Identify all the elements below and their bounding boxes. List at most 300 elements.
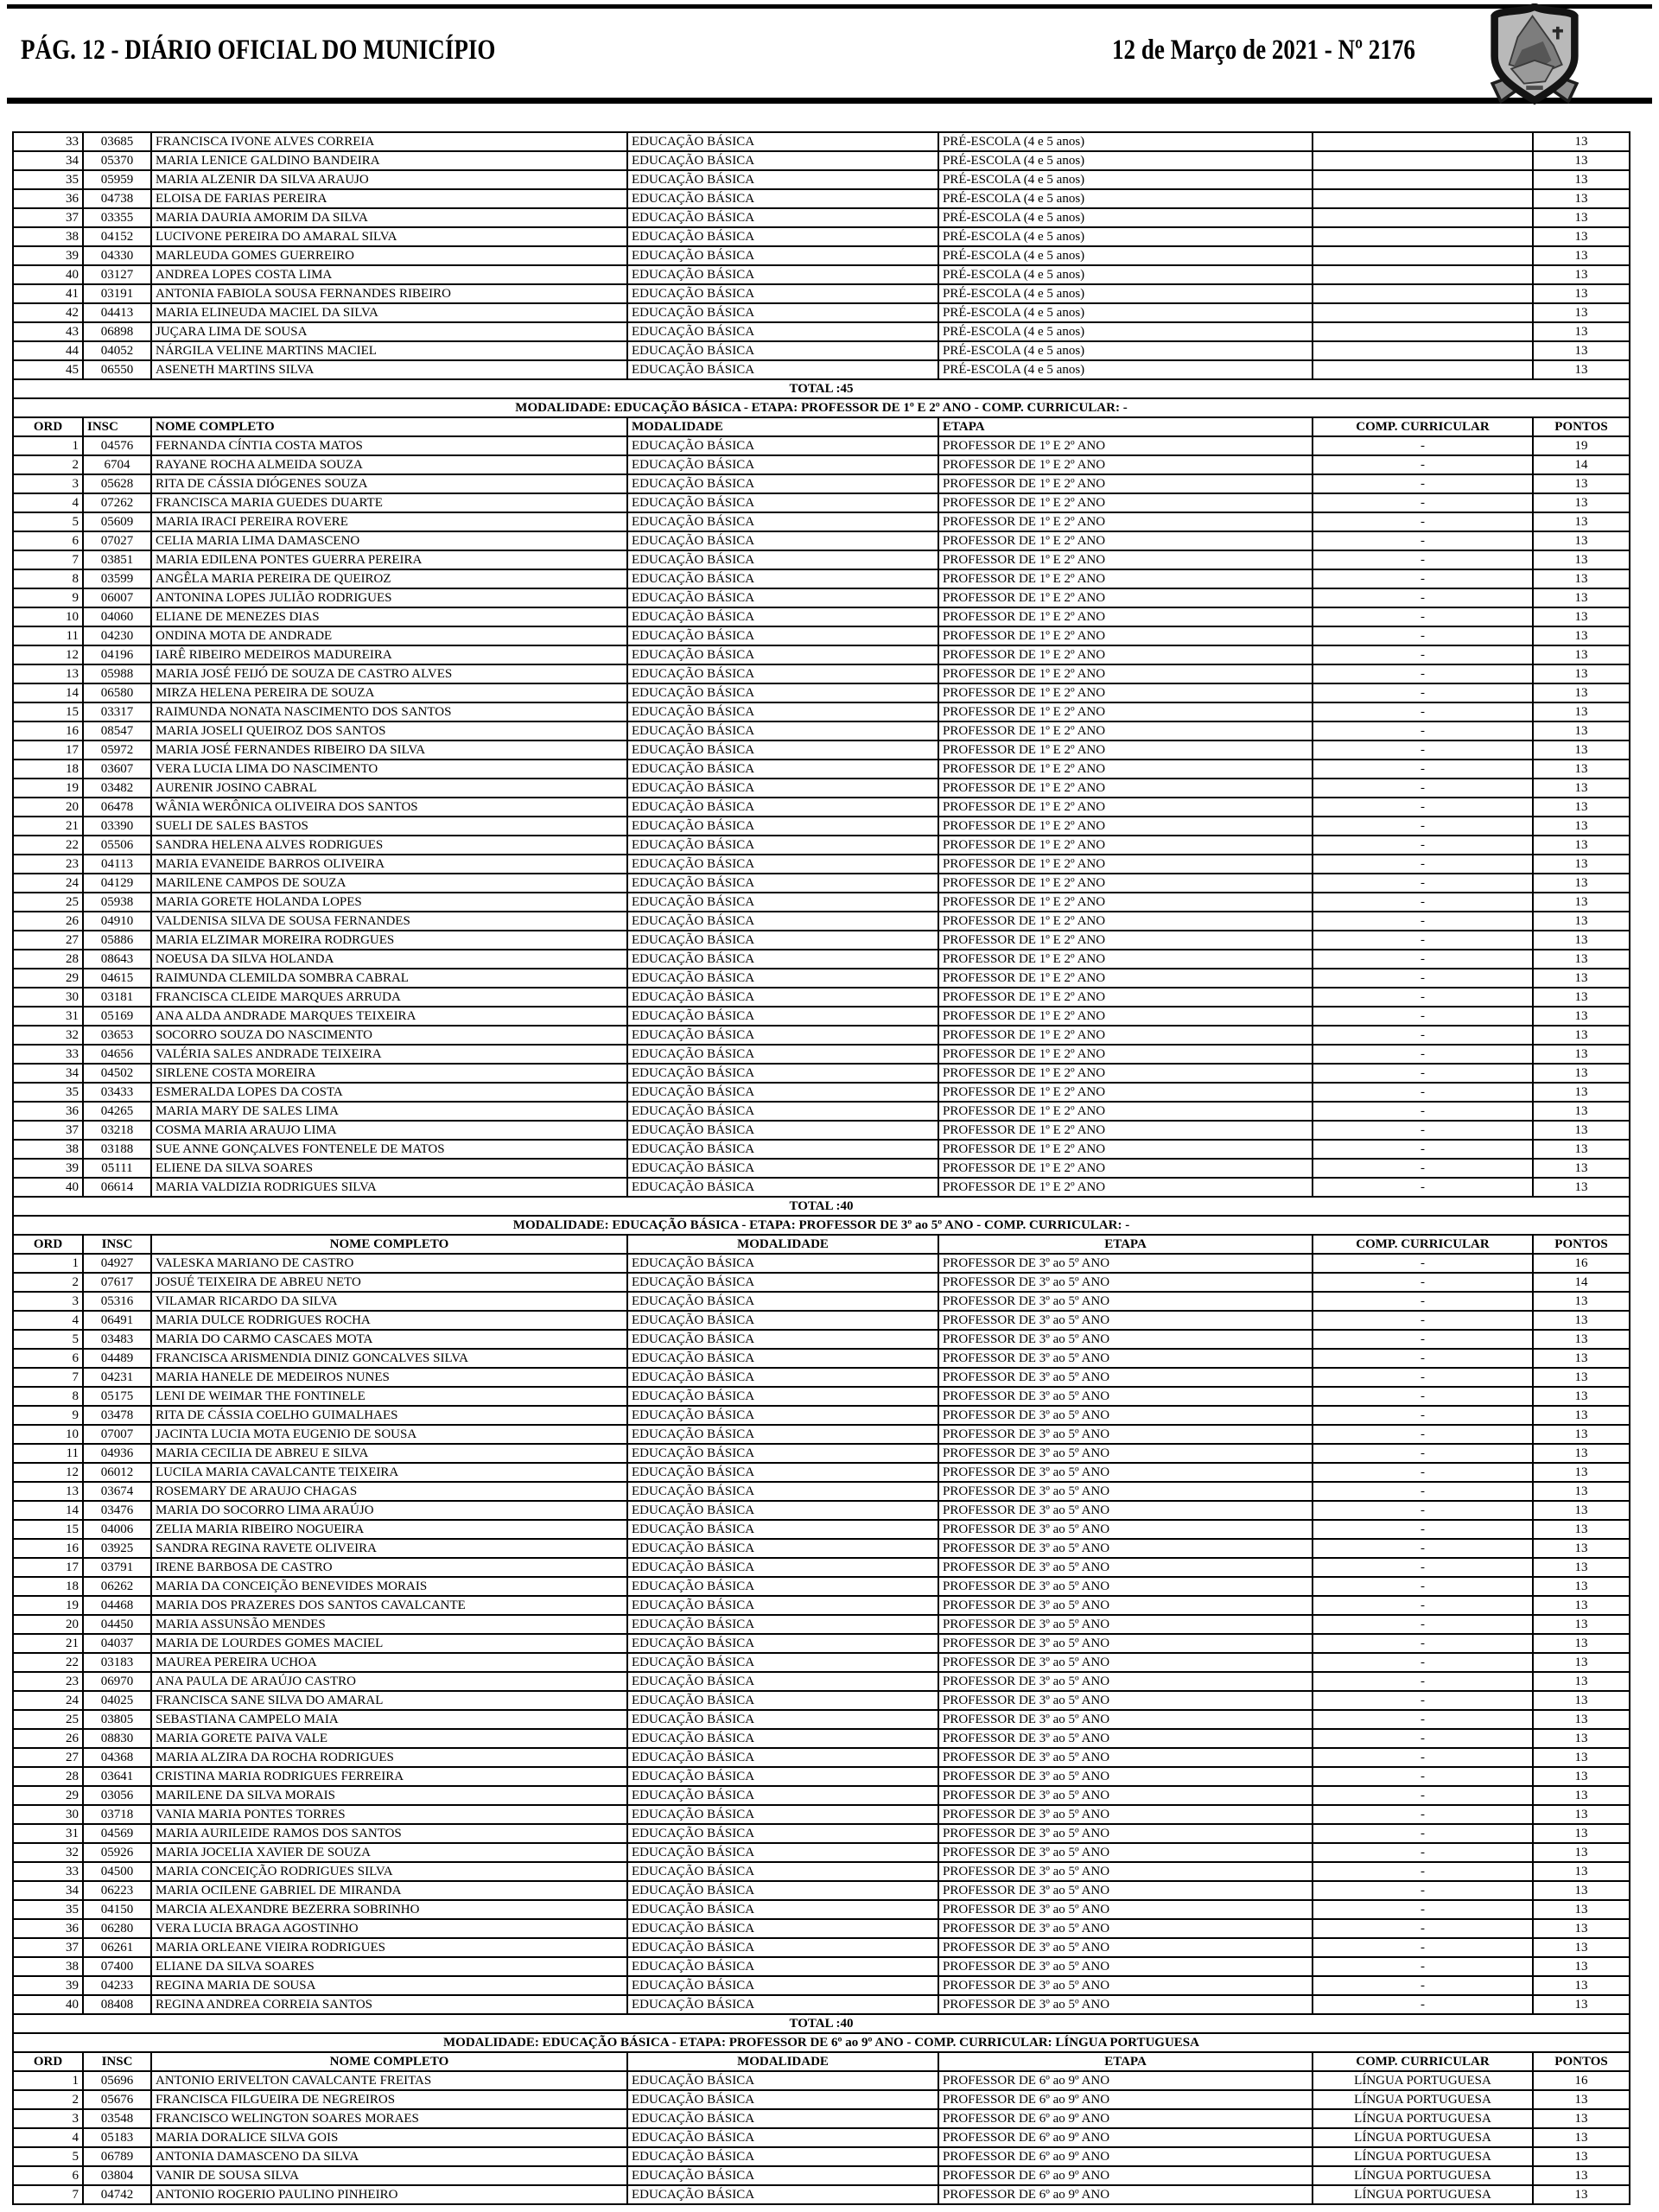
- modalidade-cell: EDUCAÇÃO BÁSICA: [627, 1311, 938, 1330]
- comp-curricular-cell: -: [1313, 1748, 1533, 1767]
- pontos-cell: 13: [1533, 1444, 1630, 1463]
- insc-cell: 03127: [83, 265, 151, 284]
- name-cell: MARLEUDA GOMES GUERREIRO: [151, 246, 627, 265]
- ord-cell: 18: [13, 760, 83, 779]
- name-cell: SUE ANNE GONÇALVES FONTENELE DE MATOS: [151, 1140, 627, 1159]
- modalidade-cell: EDUCAÇÃO BÁSICA: [627, 1653, 938, 1672]
- table-row: [13, 2147, 1630, 2166]
- column-header-modalidade: MODALIDADE: [627, 2052, 938, 2071]
- ord-cell: 21: [13, 817, 83, 836]
- comp-curricular-cell: -: [1313, 550, 1533, 569]
- etapa-cell: PROFESSOR DE 1º E 2º ANO: [938, 607, 1313, 626]
- comp-curricular-cell: -: [1313, 1140, 1533, 1159]
- name-cell: MARILENE DA SILVA MORAIS: [151, 1786, 627, 1805]
- pontos-cell: 13: [1533, 1368, 1630, 1387]
- name-cell: ANTONIA DAMASCENO DA SILVA: [151, 2147, 627, 2166]
- modalidade-cell: EDUCAÇÃO BÁSICA: [627, 1558, 938, 1577]
- pontos-cell: 13: [1533, 1843, 1630, 1862]
- section-total: TOTAL :40: [13, 2014, 1630, 2033]
- name-cell: IRENE BARBOSA DE CASTRO: [151, 1558, 627, 1577]
- table-row: [13, 1577, 1630, 1596]
- comp-curricular-cell: -: [1313, 436, 1533, 455]
- etapa-cell: PRÉ-ESCOLA (4 e 5 anos): [938, 303, 1313, 322]
- modalidade-cell: EDUCAÇÃO BÁSICA: [627, 817, 938, 836]
- ord-cell: 6: [13, 2166, 83, 2185]
- ord-cell: 27: [13, 1748, 83, 1767]
- comp-curricular-cell: -: [1313, 607, 1533, 626]
- insc-cell: 04052: [83, 341, 151, 360]
- section-title-row: [13, 398, 1630, 417]
- ord-cell: 9: [13, 1406, 83, 1425]
- name-cell: MARIA DOS PRAZERES DOS SANTOS CAVALCANTE: [151, 1596, 627, 1615]
- etapa-cell: PROFESSOR DE 1º E 2º ANO: [938, 817, 1313, 836]
- table-row: [13, 664, 1630, 683]
- comp-curricular-cell: LÍNGUA PORTUGUESA: [1313, 2147, 1533, 2166]
- etapa-cell: PRÉ-ESCOLA (4 e 5 anos): [938, 227, 1313, 246]
- name-cell: MARIA OCILENE GABRIEL DE MIRANDA: [151, 1881, 627, 1900]
- pontos-cell: 13: [1533, 588, 1630, 607]
- table-row: [13, 1805, 1630, 1824]
- pontos-cell: 13: [1533, 1995, 1630, 2014]
- etapa-cell: PROFESSOR DE 1º E 2º ANO: [938, 1007, 1313, 1026]
- modalidade-cell: EDUCAÇÃO BÁSICA: [627, 721, 938, 741]
- name-cell: COSMA MARIA ARAUJO LIMA: [151, 1121, 627, 1140]
- modalidade-cell: EDUCAÇÃO BÁSICA: [627, 1691, 938, 1710]
- insc-cell: 04025: [83, 1691, 151, 1710]
- name-cell: IARÊ RIBEIRO MEDEIROS MADUREIRA: [151, 645, 627, 664]
- modalidade-cell: EDUCAÇÃO BÁSICA: [627, 322, 938, 341]
- ord-cell: 30: [13, 1805, 83, 1824]
- column-header-ord: ORD: [13, 2052, 83, 2071]
- insc-cell: 04489: [83, 1349, 151, 1368]
- modalidade-cell: EDUCAÇÃO BÁSICA: [627, 1919, 938, 1938]
- pontos-cell: 13: [1533, 912, 1630, 931]
- name-cell: MARIA LENICE GALDINO BANDEIRA: [151, 151, 627, 170]
- insc-cell: 05111: [83, 1159, 151, 1178]
- etapa-cell: PROFESSOR DE 1º E 2º ANO: [938, 855, 1313, 874]
- pontos-cell: 13: [1533, 1330, 1630, 1349]
- etapa-cell: PROFESSOR DE 1º E 2º ANO: [938, 779, 1313, 798]
- table-row: [13, 1368, 1630, 1387]
- table-row: [13, 284, 1630, 303]
- ord-cell: 38: [13, 227, 83, 246]
- etapa-cell: PROFESSOR DE 3º ao 5º ANO: [938, 1558, 1313, 1577]
- modalidade-cell: EDUCAÇÃO BÁSICA: [627, 1672, 938, 1691]
- insc-cell: 04230: [83, 626, 151, 645]
- table-row: [13, 741, 1630, 760]
- ord-cell: 35: [13, 1900, 83, 1919]
- comp-curricular-cell: [1313, 132, 1533, 151]
- pontos-cell: 13: [1533, 1292, 1630, 1311]
- name-cell: ANTONINA LOPES JULIÃO RODRIGUES: [151, 588, 627, 607]
- name-cell: NOEUSA DA SILVA HOLANDA: [151, 950, 627, 969]
- modalidade-cell: EDUCAÇÃO BÁSICA: [627, 1406, 938, 1425]
- etapa-cell: PROFESSOR DE 3º ao 5º ANO: [938, 1900, 1313, 1919]
- pontos-cell: 13: [1533, 1064, 1630, 1083]
- name-cell: MIRZA HELENA PEREIRA DE SOUZA: [151, 683, 627, 702]
- insc-cell: 05316: [83, 1292, 151, 1311]
- pontos-cell: 13: [1533, 1615, 1630, 1634]
- ord-cell: 24: [13, 874, 83, 893]
- etapa-cell: PROFESSOR DE 1º E 2º ANO: [938, 550, 1313, 569]
- issue-date-text: 12 de Março de 2021 - Nº 2176: [1112, 35, 1415, 66]
- ord-cell: 37: [13, 1121, 83, 1140]
- insc-cell: 04742: [83, 2185, 151, 2204]
- comp-curricular-cell: LÍNGUA PORTUGUESA: [1313, 2166, 1533, 2185]
- ord-cell: 32: [13, 1843, 83, 1862]
- modalidade-cell: EDUCAÇÃO BÁSICA: [627, 151, 938, 170]
- name-cell: MARIA CECILIA DE ABREU E SILVA: [151, 1444, 627, 1463]
- table-row: [13, 1007, 1630, 1026]
- insc-cell: 04060: [83, 607, 151, 626]
- comp-curricular-cell: -: [1313, 1463, 1533, 1482]
- insc-cell: 05609: [83, 512, 151, 531]
- modalidade-cell: EDUCAÇÃO BÁSICA: [627, 1273, 938, 1292]
- table-row: [13, 1292, 1630, 1311]
- pontos-cell: 13: [1533, 246, 1630, 265]
- pontos-cell: 13: [1533, 1805, 1630, 1824]
- comp-curricular-cell: -: [1313, 912, 1533, 931]
- insc-cell: 04129: [83, 874, 151, 893]
- pontos-cell: 13: [1533, 1083, 1630, 1102]
- name-cell: ANTONIO ROGERIO PAULINO PINHEIRO: [151, 2185, 627, 2204]
- modalidade-cell: EDUCAÇÃO BÁSICA: [627, 664, 938, 683]
- table-row: [13, 208, 1630, 227]
- table-row: [13, 817, 1630, 836]
- column-header-comp: COMP. CURRICULAR: [1313, 417, 1533, 436]
- modalidade-cell: EDUCAÇÃO BÁSICA: [627, 1368, 938, 1387]
- etapa-cell: PROFESSOR DE 1º E 2º ANO: [938, 1102, 1313, 1121]
- table-row: [13, 836, 1630, 855]
- pontos-cell: 14: [1533, 1273, 1630, 1292]
- etapa-cell: PROFESSOR DE 6º ao 9º ANO: [938, 2109, 1313, 2128]
- comp-curricular-cell: -: [1313, 531, 1533, 550]
- pontos-cell: 13: [1533, 1387, 1630, 1406]
- modalidade-cell: EDUCAÇÃO BÁSICA: [627, 1140, 938, 1159]
- pontos-cell: 13: [1533, 1577, 1630, 1596]
- insc-cell: 04927: [83, 1254, 151, 1273]
- table-row: [13, 1938, 1630, 1957]
- issue-date: [1046, 35, 1415, 67]
- comp-curricular-cell: -: [1313, 931, 1533, 950]
- ord-cell: 19: [13, 1596, 83, 1615]
- modalidade-cell: EDUCAÇÃO BÁSICA: [627, 208, 938, 227]
- pontos-cell: 13: [1533, 1425, 1630, 1444]
- etapa-cell: PROFESSOR DE 3º ao 5º ANO: [938, 1444, 1313, 1463]
- pontos-cell: 13: [1533, 493, 1630, 512]
- modalidade-cell: EDUCAÇÃO BÁSICA: [627, 760, 938, 779]
- table-row: [13, 2166, 1630, 2185]
- modalidade-cell: EDUCAÇÃO BÁSICA: [627, 246, 938, 265]
- name-cell: VANIR DE SOUSA SILVA: [151, 2166, 627, 2185]
- name-cell: ANTONIA FABIOLA SOUSA FERNANDES RIBEIRO: [151, 284, 627, 303]
- modalidade-cell: EDUCAÇÃO BÁSICA: [627, 493, 938, 512]
- table-row: [13, 2071, 1630, 2090]
- insc-cell: 06012: [83, 1463, 151, 1482]
- table-row: [13, 303, 1630, 322]
- table-row: [13, 132, 1630, 151]
- etapa-cell: PROFESSOR DE 1º E 2º ANO: [938, 512, 1313, 531]
- comp-curricular-cell: -: [1313, 836, 1533, 855]
- modalidade-cell: EDUCAÇÃO BÁSICA: [627, 1425, 938, 1444]
- modalidade-cell: EDUCAÇÃO BÁSICA: [627, 1805, 938, 1824]
- modalidade-cell: EDUCAÇÃO BÁSICA: [627, 1482, 938, 1501]
- pontos-cell: 13: [1533, 683, 1630, 702]
- modalidade-cell: EDUCAÇÃO BÁSICA: [627, 1064, 938, 1083]
- modalidade-cell: EDUCAÇÃO BÁSICA: [627, 1026, 938, 1045]
- column-header-nome: NOME COMPLETO: [151, 1235, 627, 1254]
- modalidade-cell: EDUCAÇÃO BÁSICA: [627, 360, 938, 379]
- ord-cell: 3: [13, 1292, 83, 1311]
- pontos-cell: 13: [1533, 950, 1630, 969]
- comp-curricular-cell: -: [1313, 1501, 1533, 1520]
- table-row: [13, 189, 1630, 208]
- name-cell: ONDINA MOTA DE ANDRADE: [151, 626, 627, 645]
- modalidade-cell: EDUCAÇÃO BÁSICA: [627, 626, 938, 645]
- insc-cell: 05506: [83, 836, 151, 855]
- comp-curricular-cell: -: [1313, 474, 1533, 493]
- insc-cell: 07027: [83, 531, 151, 550]
- ord-cell: 39: [13, 246, 83, 265]
- etapa-cell: PROFESSOR DE 3º ao 5º ANO: [938, 1710, 1313, 1729]
- etapa-cell: PROFESSOR DE 3º ao 5º ANO: [938, 1368, 1313, 1387]
- comp-curricular-cell: -: [1313, 1330, 1533, 1349]
- table-row: [13, 912, 1630, 931]
- modalidade-cell: EDUCAÇÃO BÁSICA: [627, 1729, 938, 1748]
- insc-cell: 06580: [83, 683, 151, 702]
- etapa-cell: PROFESSOR DE 3º ao 5º ANO: [938, 1634, 1313, 1653]
- insc-cell: 05175: [83, 1387, 151, 1406]
- table-row: [13, 2109, 1630, 2128]
- name-cell: MARIA DA CONCEIÇÃO BENEVIDES MORAIS: [151, 1577, 627, 1596]
- insc-cell: 05972: [83, 741, 151, 760]
- modalidade-cell: EDUCAÇÃO BÁSICA: [627, 1330, 938, 1349]
- name-cell: VALESKA MARIANO DE CASTRO: [151, 1254, 627, 1273]
- insc-cell: 03390: [83, 817, 151, 836]
- ord-cell: 11: [13, 1444, 83, 1463]
- comp-curricular-cell: -: [1313, 760, 1533, 779]
- table-row: [13, 341, 1630, 360]
- name-cell: JACINTA LUCIA MOTA EUGENIO DE SOUSA: [151, 1425, 627, 1444]
- comp-curricular-cell: -: [1313, 1178, 1533, 1197]
- ord-cell: 2: [13, 455, 83, 474]
- pontos-cell: 13: [1533, 1786, 1630, 1805]
- comp-curricular-cell: -: [1313, 1064, 1533, 1083]
- column-header-nome: NOME COMPLETO: [151, 417, 627, 436]
- section-title: MODALIDADE: EDUCAÇÃO BÁSICA - ETAPA: PROFESSOR DE 6º ao 9º ANO - COMP. CURRICULAR: LÍNGUA PORTUGUESA: [13, 2033, 1630, 2052]
- comp-curricular-cell: -: [1313, 1691, 1533, 1710]
- modalidade-cell: EDUCAÇÃO BÁSICA: [627, 1577, 938, 1596]
- modalidade-cell: EDUCAÇÃO BÁSICA: [627, 1881, 938, 1900]
- etapa-cell: PROFESSOR DE 1º E 2º ANO: [938, 1178, 1313, 1197]
- table-row: [13, 798, 1630, 817]
- insc-cell: 04368: [83, 1748, 151, 1767]
- ord-cell: 5: [13, 1330, 83, 1349]
- table-row: [13, 151, 1630, 170]
- comp-curricular-cell: -: [1313, 1976, 1533, 1995]
- comp-curricular-cell: [1313, 151, 1533, 170]
- table-row: [13, 988, 1630, 1007]
- table-row: [13, 1767, 1630, 1786]
- pontos-cell: 13: [1533, 721, 1630, 741]
- modalidade-cell: EDUCAÇÃO BÁSICA: [627, 2147, 938, 2166]
- header-top-rule: [7, 4, 1652, 9]
- etapa-cell: PROFESSOR DE 1º E 2º ANO: [938, 493, 1313, 512]
- insc-cell: 04113: [83, 855, 151, 874]
- ord-cell: 6: [13, 531, 83, 550]
- insc-cell: 03181: [83, 988, 151, 1007]
- pontos-cell: 13: [1533, 1957, 1630, 1976]
- comp-curricular-cell: -: [1313, 1653, 1533, 1672]
- insc-cell: 08643: [83, 950, 151, 969]
- insc-cell: 04615: [83, 969, 151, 988]
- name-cell: MARIA DO CARMO CASCAES MOTA: [151, 1330, 627, 1349]
- section-title-row: [13, 2033, 1630, 2052]
- header-bottom-rule: [7, 98, 1652, 104]
- modalidade-cell: EDUCAÇÃO BÁSICA: [627, 1083, 938, 1102]
- pontos-cell: 13: [1533, 1140, 1630, 1159]
- modalidade-cell: EDUCAÇÃO BÁSICA: [627, 1843, 938, 1862]
- table-row: [13, 1881, 1630, 1900]
- section-total-row: [13, 379, 1630, 398]
- insc-cell: 08830: [83, 1729, 151, 1748]
- etapa-cell: PROFESSOR DE 3º ao 5º ANO: [938, 1805, 1313, 1824]
- pontos-cell: 13: [1533, 874, 1630, 893]
- column-header-row: [13, 417, 1630, 436]
- modalidade-cell: EDUCAÇÃO BÁSICA: [627, 1007, 938, 1026]
- ord-cell: 15: [13, 1520, 83, 1539]
- column-header-modalidade: MODALIDADE: [627, 1235, 938, 1254]
- etapa-cell: PROFESSOR DE 3º ao 5º ANO: [938, 1577, 1313, 1596]
- comp-curricular-cell: -: [1313, 1083, 1533, 1102]
- etapa-cell: PROFESSOR DE 1º E 2º ANO: [938, 893, 1313, 912]
- pontos-cell: 13: [1533, 1159, 1630, 1178]
- etapa-cell: PRÉ-ESCOLA (4 e 5 anos): [938, 322, 1313, 341]
- etapa-cell: PRÉ-ESCOLA (4 e 5 anos): [938, 246, 1313, 265]
- ord-cell: 42: [13, 303, 83, 322]
- column-header-ord: ORD: [13, 1235, 83, 1254]
- pontos-cell: 13: [1533, 2090, 1630, 2109]
- name-cell: JUÇARA LIMA DE SOUSA: [151, 322, 627, 341]
- ord-cell: 40: [13, 265, 83, 284]
- etapa-cell: PRÉ-ESCOLA (4 e 5 anos): [938, 132, 1313, 151]
- etapa-cell: PROFESSOR DE 1º E 2º ANO: [938, 455, 1313, 474]
- modalidade-cell: EDUCAÇÃO BÁSICA: [627, 1121, 938, 1140]
- table-row: [13, 1976, 1630, 1995]
- etapa-cell: PRÉ-ESCOLA (4 e 5 anos): [938, 189, 1313, 208]
- table-row: [13, 1121, 1630, 1140]
- modalidade-cell: EDUCAÇÃO BÁSICA: [627, 1349, 938, 1368]
- classification-table: [12, 131, 1630, 2205]
- insc-cell: 04231: [83, 1368, 151, 1387]
- pontos-cell: 13: [1533, 1691, 1630, 1710]
- etapa-cell: PROFESSOR DE 6º ao 9º ANO: [938, 2147, 1313, 2166]
- modalidade-cell: EDUCAÇÃO BÁSICA: [627, 1102, 938, 1121]
- ord-cell: 5: [13, 512, 83, 531]
- comp-curricular-cell: -: [1313, 1577, 1533, 1596]
- name-cell: MARIA DORALICE SILVA GOIS: [151, 2128, 627, 2147]
- ord-cell: 15: [13, 702, 83, 721]
- name-cell: MARIA ASSUNSÃO MENDES: [151, 1615, 627, 1634]
- modalidade-cell: EDUCAÇÃO BÁSICA: [627, 1824, 938, 1843]
- pontos-cell: 13: [1533, 1121, 1630, 1140]
- column-header-ord: ORD: [13, 417, 83, 436]
- etapa-cell: PROFESSOR DE 3º ao 5º ANO: [938, 1387, 1313, 1406]
- comp-curricular-cell: -: [1313, 779, 1533, 798]
- modalidade-cell: EDUCAÇÃO BÁSICA: [627, 303, 938, 322]
- table-row: [13, 2128, 1630, 2147]
- modalidade-cell: EDUCAÇÃO BÁSICA: [627, 1463, 938, 1482]
- modalidade-cell: EDUCAÇÃO BÁSICA: [627, 189, 938, 208]
- comp-curricular-cell: -: [1313, 1311, 1533, 1330]
- etapa-cell: PROFESSOR DE 3º ao 5º ANO: [938, 1729, 1313, 1748]
- name-cell: MARIA ALZENIR DA SILVA ARAUJO: [151, 170, 627, 189]
- comp-curricular-cell: -: [1313, 1292, 1533, 1311]
- comp-curricular-cell: -: [1313, 1045, 1533, 1064]
- etapa-cell: PROFESSOR DE 6º ao 9º ANO: [938, 2128, 1313, 2147]
- table-row: [13, 360, 1630, 379]
- insc-cell: 04330: [83, 246, 151, 265]
- name-cell: MARIA MARY DE SALES LIMA: [151, 1102, 627, 1121]
- comp-curricular-cell: -: [1313, 1729, 1533, 1748]
- name-cell: VALDENISA SILVA DE SOUSA FERNANDES: [151, 912, 627, 931]
- comp-curricular-cell: -: [1313, 1254, 1533, 1273]
- etapa-cell: PROFESSOR DE 1º E 2º ANO: [938, 664, 1313, 683]
- etapa-cell: PRÉ-ESCOLA (4 e 5 anos): [938, 208, 1313, 227]
- ord-cell: 31: [13, 1007, 83, 1026]
- name-cell: MARIA IRACI PEREIRA ROVERE: [151, 512, 627, 531]
- modalidade-cell: EDUCAÇÃO BÁSICA: [627, 1387, 938, 1406]
- pontos-cell: 13: [1533, 341, 1630, 360]
- pontos-cell: 13: [1533, 1463, 1630, 1482]
- table-row: [13, 493, 1630, 512]
- insc-cell: 03718: [83, 1805, 151, 1824]
- insc-cell: 03482: [83, 779, 151, 798]
- modalidade-cell: EDUCAÇÃO BÁSICA: [627, 170, 938, 189]
- insc-cell: 05676: [83, 2090, 151, 2109]
- ord-cell: 33: [13, 1045, 83, 1064]
- ord-cell: 29: [13, 1786, 83, 1805]
- table-row: [13, 1045, 1630, 1064]
- etapa-cell: PROFESSOR DE 3º ao 5º ANO: [938, 1843, 1313, 1862]
- ord-cell: 4: [13, 1311, 83, 1330]
- insc-cell: 04656: [83, 1045, 151, 1064]
- ord-cell: 35: [13, 1083, 83, 1102]
- name-cell: MARIA ORLEANE VIEIRA RODRIGUES: [151, 1938, 627, 1957]
- table-row: [13, 1539, 1630, 1558]
- name-cell: MARIA VALDIZIA RODRIGUES SILVA: [151, 1178, 627, 1197]
- insc-cell: 07400: [83, 1957, 151, 1976]
- name-cell: ELIANE DE MENEZES DIAS: [151, 607, 627, 626]
- modalidade-cell: EDUCAÇÃO BÁSICA: [627, 988, 938, 1007]
- comp-curricular-cell: -: [1313, 1026, 1533, 1045]
- modalidade-cell: EDUCAÇÃO BÁSICA: [627, 1862, 938, 1881]
- insc-cell: 06007: [83, 588, 151, 607]
- pontos-cell: 13: [1533, 151, 1630, 170]
- modalidade-cell: EDUCAÇÃO BÁSICA: [627, 1995, 938, 2014]
- modalidade-cell: EDUCAÇÃO BÁSICA: [627, 284, 938, 303]
- modalidade-cell: EDUCAÇÃO BÁSICA: [627, 1634, 938, 1653]
- table-row: [13, 531, 1630, 550]
- pontos-cell: 13: [1533, 1406, 1630, 1425]
- pontos-cell: 13: [1533, 2166, 1630, 2185]
- name-cell: FRANCISCA ARISMENDIA DINIZ GONCALVES SILVA: [151, 1349, 627, 1368]
- table-row: [13, 874, 1630, 893]
- modalidade-cell: EDUCAÇÃO BÁSICA: [627, 779, 938, 798]
- table-row: [13, 1843, 1630, 1862]
- insc-cell: 03925: [83, 1539, 151, 1558]
- name-cell: ELOISA DE FARIAS PEREIRA: [151, 189, 627, 208]
